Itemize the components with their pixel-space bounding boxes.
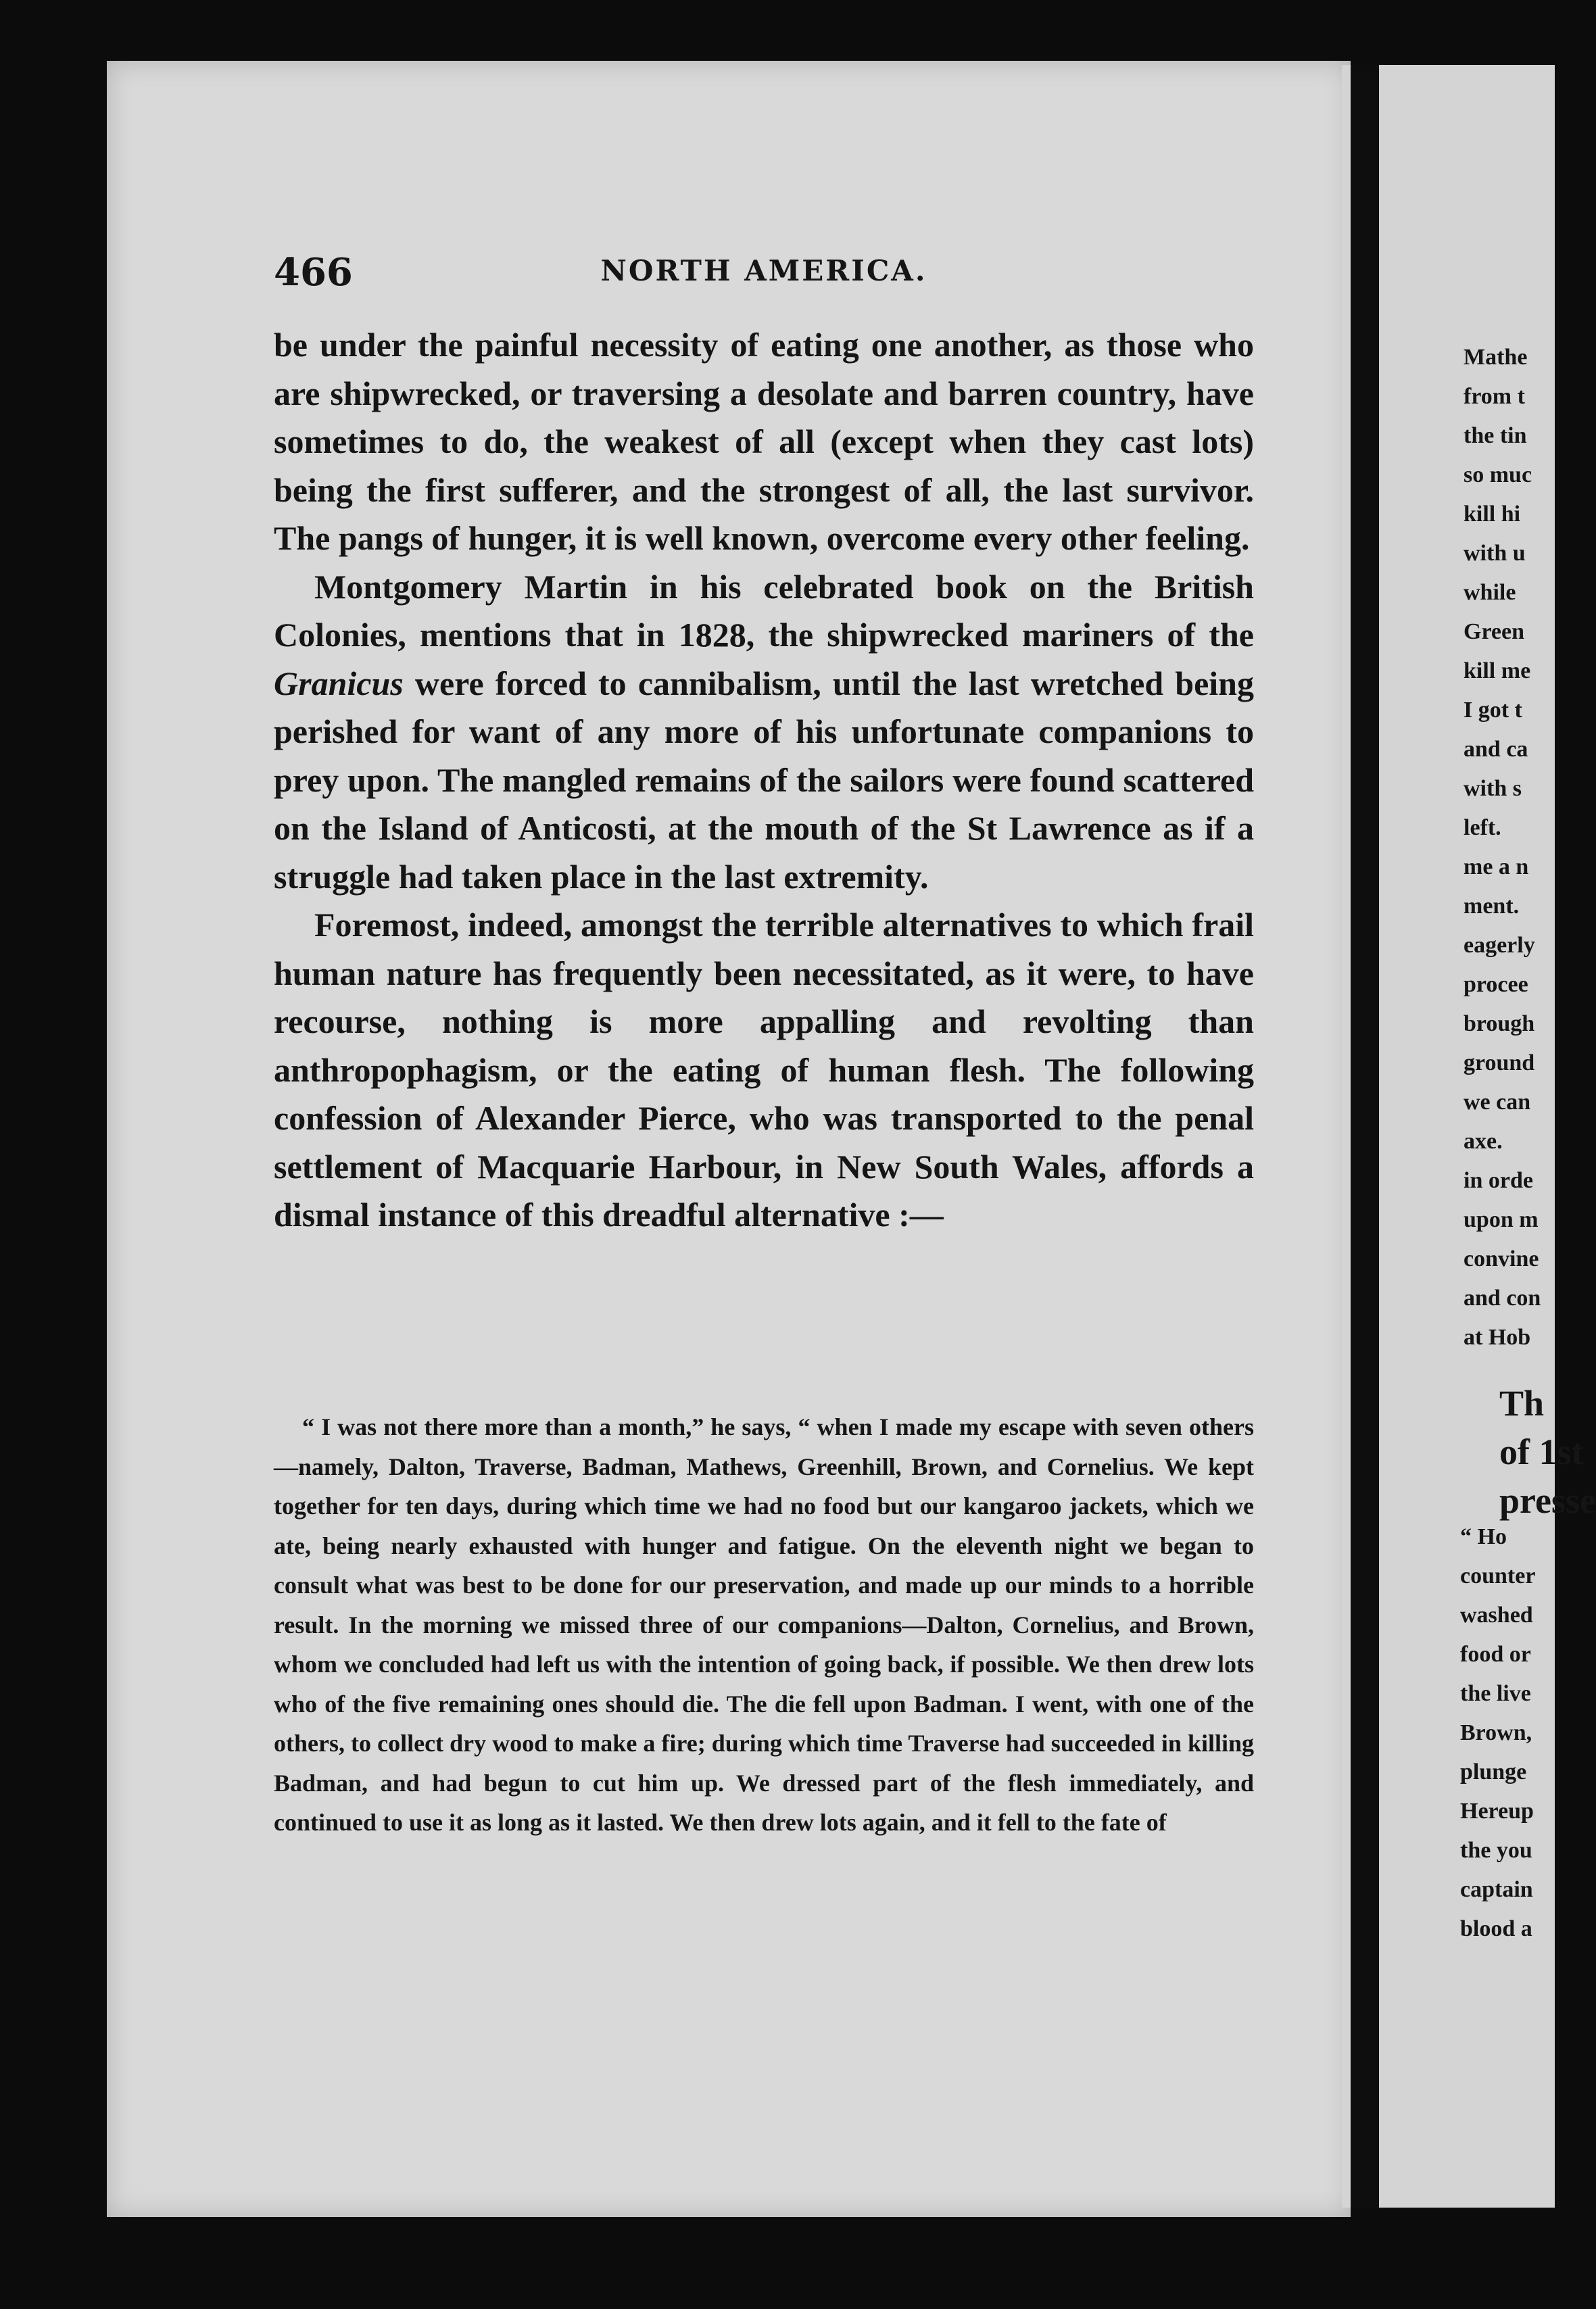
paragraph-1: be under the painful necessity of eating one another, as those who are shipwrecked, or traversing a desolate and barren country, have sometimes to do, the weakest of all (except when they cast lots) being the first sufferer, and the strongest of all, the last survivor. The pangs of hunger, it is well known, overcome every other feeling.: [274, 326, 1254, 557]
page-header: [274, 250, 1254, 297]
adjacent-page-line: axe.: [1464, 1129, 1503, 1154]
adjacent-page-line: at Hob: [1464, 1325, 1531, 1350]
adjacent-page-line: with u: [1464, 541, 1526, 566]
quote-text: “ I was not there more than a month,” he says, “ when I made my escape with seven others—namely, Dalton, Traverse, Badman, Mathews, Greenhill, Brown, and Cornelius. We kept together for ten days, during which time we had no food but our kangaroo jackets, which we ate, being nearly exhausted with hunger and fatigue. On the eleventh night we began to consult what was best to be done for our preservation, and made up our minds to a horrible result. In the morning we missed three of our companions—Dalton, Cornelius, and Brown, whom we concluded had left us with the intention of going back, if possible. We then drew lots who of the five remaining ones should die. The die fell upon Badman. I went, with one of the others, to collect dry wood to make a fire; during which time Traverse had succeeded in killing Badman, and had begun to cut him up. We dressed part of the flesh immediately, and continued to use it as long as it lasted. We then drew lots again, and it fell to the fate of: [274, 1413, 1254, 1836]
adjacent-page-line: me a n: [1464, 854, 1529, 879]
adjacent-page-line: from t: [1464, 384, 1525, 409]
adjacent-page-line: I got t: [1464, 698, 1522, 723]
adjacent-page-text-bottom: [1460, 1517, 1555, 1949]
adjacent-page-heading-line: presse: [1499, 1480, 1596, 1521]
adjacent-page-line: and ca: [1464, 737, 1528, 762]
adjacent-page-line: upon m: [1464, 1207, 1539, 1232]
adjacent-page-line: Brown,: [1460, 1720, 1532, 1745]
adjacent-page-line: the you: [1460, 1838, 1532, 1863]
adjacent-page-line: and con: [1464, 1286, 1541, 1311]
paragraph-3: Foremost, indeed, amongst the terrible alternatives to which frail human nature has frequently been necessitated, as it were, to have recourse, nothing is more appalling and revolting than anthropophagism, or the eating of human flesh. The following confession of Alexander Pierce, who was transported to the penal settlement of Macquarie Harbour, in New South Wales, affords a dismal instance of this dreadful alternative :—: [274, 906, 1254, 1234]
body-text: [274, 321, 1254, 1240]
adjacent-page-line: ment.: [1464, 894, 1520, 919]
adjacent-page-line: so muc: [1464, 462, 1532, 487]
adjacent-page-line: while: [1464, 580, 1516, 605]
block-quote: [274, 1407, 1254, 1843]
adjacent-page-heading-line: of 1st: [1499, 1432, 1584, 1472]
adjacent-page-line: blood a: [1460, 1916, 1532, 1941]
adjacent-page-line: kill hi: [1464, 502, 1521, 527]
running-head: NORTH AMERICA.: [600, 254, 927, 287]
page-number: 466: [274, 250, 353, 295]
adjacent-page-line: in orde: [1464, 1168, 1533, 1193]
adjacent-page-line: ground: [1464, 1050, 1535, 1075]
adjacent-page-line: counter: [1460, 1563, 1536, 1588]
adjacent-page-line: eagerly: [1464, 933, 1535, 958]
adjacent-page-line: convine: [1464, 1246, 1539, 1271]
adjacent-page-line: the tin: [1464, 423, 1527, 448]
paragraph-2: [274, 563, 1254, 902]
adjacent-page-line: we can: [1464, 1090, 1531, 1115]
ship-name-granicus: Granicus: [274, 664, 404, 702]
adjacent-page-line: captain: [1460, 1877, 1533, 1902]
adjacent-page-line: brough: [1464, 1011, 1535, 1036]
adjacent-page-line: procee: [1464, 972, 1528, 997]
adjacent-page-heading-line: Th: [1499, 1383, 1545, 1424]
adjacent-page-line: the live: [1460, 1681, 1531, 1706]
adjacent-page-line: with s: [1464, 776, 1522, 801]
adjacent-page-line: Green: [1464, 619, 1525, 644]
adjacent-page-line: Hereup: [1460, 1799, 1534, 1824]
adjacent-page-line: washed: [1460, 1603, 1533, 1628]
adjacent-page-line: “ Ho: [1460, 1524, 1507, 1549]
adjacent-page-line: kill me: [1464, 658, 1531, 683]
adjacent-page-line: left.: [1464, 815, 1501, 840]
adjacent-page-line: food or: [1460, 1642, 1531, 1667]
adjacent-page-text-top: [1464, 338, 1555, 1357]
adjacent-page-line: plunge: [1460, 1759, 1527, 1784]
paragraph-2-text: Montgomery Martin in his celebrated book on the British Colonies, mentions that in 1828, the shipwrecked mariners of the: [274, 567, 1254, 654]
paragraph-2-text-cont: were forced to cannibalism, until the last wretched being perished for want of any more of his unfortunate companions to prey upon. The mangled remains of the sailors were found scattered on the Island of Anticosti, at the mouth of the St Lawrence as if a struggle had taken place in the last extremity.: [274, 664, 1254, 896]
page-gutter: [1351, 65, 1379, 2208]
adjacent-page-heading: [1499, 1379, 1596, 1525]
adjacent-page-line: Mathe: [1464, 345, 1528, 370]
